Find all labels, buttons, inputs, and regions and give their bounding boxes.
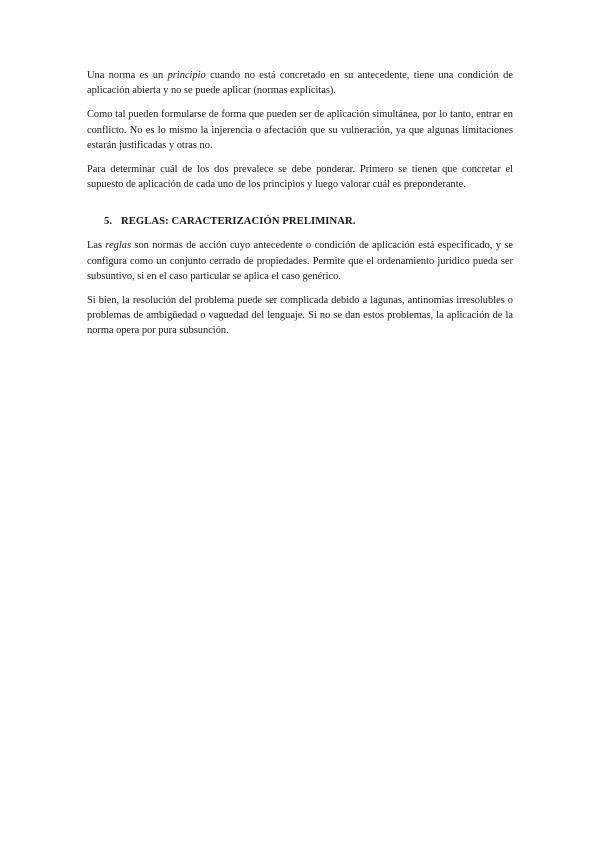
section-number: 5. bbox=[104, 216, 113, 228]
paragraph-text: cuando no está concretado en su antecedente, tiene una condición de aplicación abierta y no se puede aplicar (normas explícitas). bbox=[87, 70, 513, 97]
section-title: REGLAS: CARACTERIZACIÓN PRELIMINAR. bbox=[121, 216, 356, 228]
emphasized-term: reglas bbox=[105, 240, 131, 252]
paragraph-subsuncion: Si bien, la resolución del problema puede ser complicada debido a lagunas, antinomias irresolubles o problemas de ambigüedad o vaguedad del lenguaje. Si no se dan estos problemas, la aplicación de la norma opera por pura subsunción. bbox=[87, 295, 513, 337]
paragraph-principio bbox=[87, 68, 513, 98]
paragraph-text: Una norma es un bbox=[87, 70, 168, 81]
emphasized-term: principio bbox=[167, 70, 206, 81]
paragraph-ponderar: Para determinar cuál de los dos prevalece se debe ponderar. Primero se tienen que concretar el supuesto de aplicación de cada uno de los principios y luego valorar cuál es preponderante. bbox=[87, 164, 513, 191]
section-heading bbox=[104, 214, 513, 229]
paragraph-conflicto: Como tal pueden formularse de forma que pueden ser de aplicación simultánea, por lo tanto, entrar en conflicto. No es lo mismo la injerencia o afectación que su vulneración, ya que algunas limitaciones estarán justificadas y otras no. bbox=[87, 109, 513, 151]
page-content bbox=[87, 68, 513, 348]
paragraph-text: son normas de acción cuyo antecedente o condición de aplicación está especificado, y se configura como un conjunto cerrado de propiedades. Permite que el ordenamiento jurídico pueda ser subsuntivo, si en el caso particular se aplica el caso genérico. bbox=[87, 240, 513, 282]
paragraph-text: Las bbox=[87, 240, 106, 252]
paragraph-reglas bbox=[87, 238, 513, 284]
